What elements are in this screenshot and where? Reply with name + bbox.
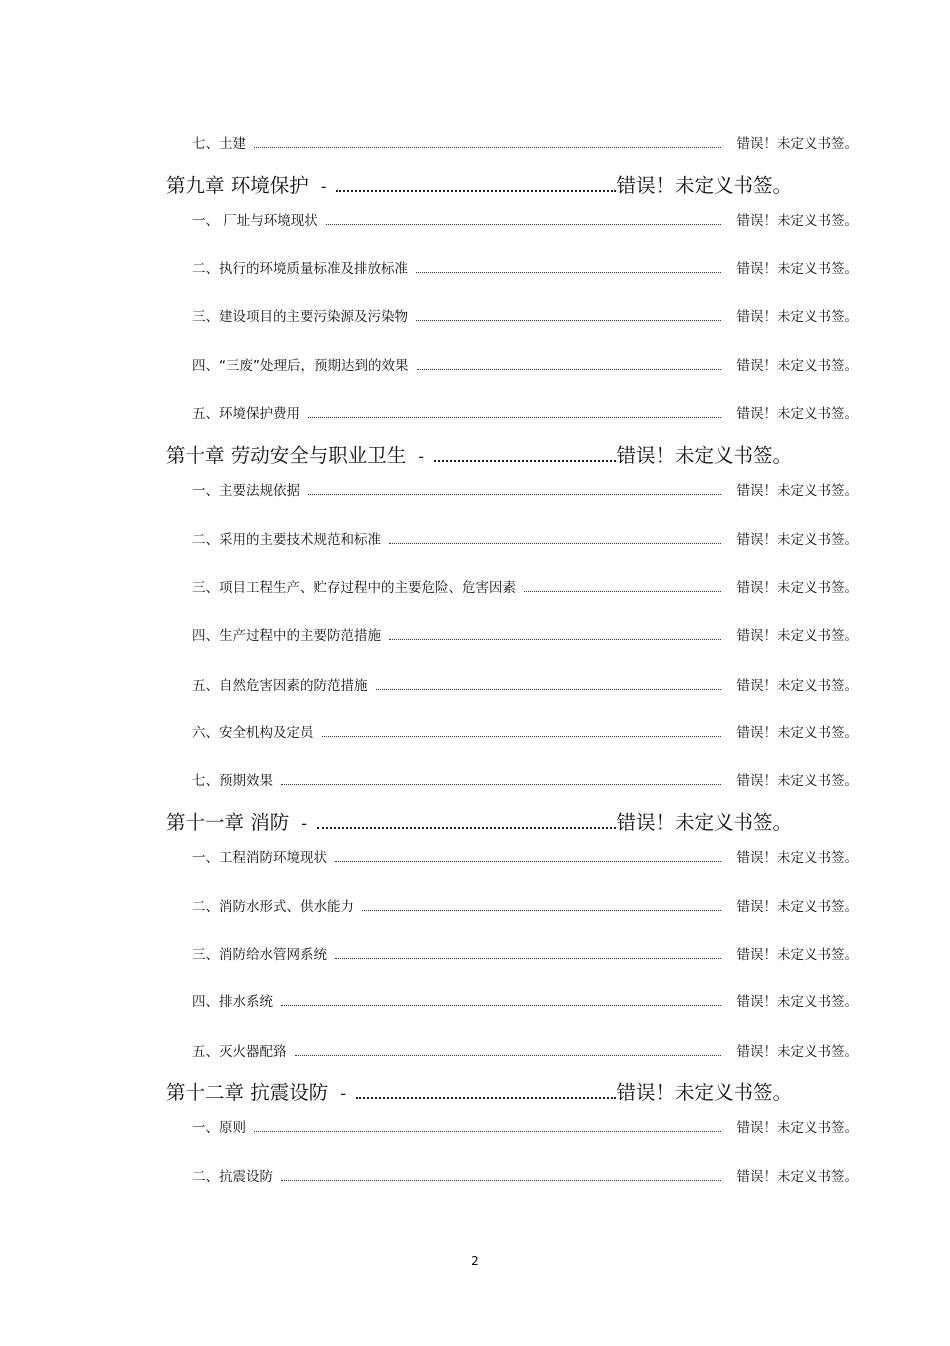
toc-entry-page-ref: 错误！未定义书签。 <box>736 309 858 325</box>
toc-chapter-title: 第十二章 抗震设防 <box>166 1081 329 1104</box>
leader-dash: - <box>418 447 424 466</box>
dot-leader <box>335 951 721 959</box>
toc-entry[interactable] <box>192 402 858 422</box>
toc-entry[interactable] <box>192 305 858 325</box>
toc-entry-page-ref: 错误！未定义书签。 <box>736 406 858 422</box>
toc-chapter-title: 第十章 劳动安全与职业卫生 <box>166 444 407 467</box>
toc-entry-page-ref: 错误！未定义书签。 <box>736 1169 858 1185</box>
toc-entry-title: 六、安全机构及定员 <box>192 725 314 741</box>
toc-entry-title: 一、主要法规依据 <box>192 483 300 499</box>
dot-leader <box>326 217 721 225</box>
toc-entry[interactable] <box>192 943 858 963</box>
toc-entry-page-ref: 错误！未定义书签。 <box>736 261 858 277</box>
toc-entry-title: 四、生产过程中的主要防范措施 <box>192 628 381 644</box>
dot-leader <box>416 265 721 273</box>
dot-leader <box>254 1124 721 1132</box>
dot-leader <box>281 1173 721 1181</box>
toc-entry[interactable] <box>192 674 858 694</box>
toc-entry[interactable] <box>192 354 858 374</box>
toc-entry-page-ref: 错误！未定义书签。 <box>736 628 858 644</box>
toc-entry-page-ref: 错误！未定义书签。 <box>736 213 858 229</box>
toc-chapter-title: 第十一章 消防 <box>166 811 290 834</box>
toc-entry-page-ref: 错误！未定义书签。 <box>736 580 858 596</box>
toc-entry-page-ref: 错误！未定义书签。 <box>736 994 858 1010</box>
toc-entry-title: 四、排水系统 <box>192 994 273 1010</box>
leader-dash: - <box>320 177 327 196</box>
toc-entry-page-ref: 错误！未定义书签。 <box>736 725 858 741</box>
toc-entry-title: 五、环境保护费用 <box>192 406 300 422</box>
toc-entry[interactable] <box>192 132 858 152</box>
toc-chapter-page-ref: 错误！未定义书签。 <box>616 811 792 834</box>
page-number: 2 <box>471 1254 479 1268</box>
toc-entry-title: 一、工程消防环境现状 <box>192 850 327 866</box>
toc-entry-page-ref: 错误！未定义书签。 <box>736 850 858 866</box>
dot-leader <box>335 854 721 862</box>
dot-leader <box>416 313 721 321</box>
toc-chapter-entry[interactable] <box>166 440 792 468</box>
leader-dash: - <box>301 814 307 833</box>
toc-entry-page-ref: 错误！未定义书签。 <box>736 358 858 374</box>
toc-entry-page-ref: 错误！未定义书签。 <box>736 947 858 963</box>
toc-entry-title: 五、自然危害因素的防范措施 <box>192 678 368 694</box>
toc-entry-title: 三、消防给水管网系统 <box>192 947 327 963</box>
toc-entry-title: 一、 厂址与环境现状 <box>192 213 318 229</box>
toc-entry-page-ref: 错误！未定义书签。 <box>736 773 858 789</box>
leader-dash: - <box>340 1084 346 1103</box>
dot-leader <box>389 632 721 640</box>
dot-leader <box>308 410 721 418</box>
toc-entry[interactable] <box>192 479 858 499</box>
dot-leader <box>281 777 721 785</box>
dot-leader <box>362 903 721 911</box>
toc-entry[interactable] <box>192 257 858 277</box>
toc-entry[interactable] <box>192 528 858 548</box>
toc-entry[interactable] <box>192 209 858 229</box>
dot-leader <box>281 998 721 1006</box>
toc-entry-title: 四、“三废”处理后，预期达到的效果 <box>192 358 409 374</box>
toc-entry[interactable] <box>192 990 858 1010</box>
toc-entry-page-ref: 错误！未定义书签。 <box>736 136 858 152</box>
dot-leader <box>356 1083 617 1099</box>
toc-entry-title: 二、执行的环境质量标准及排放标准 <box>192 261 408 277</box>
toc-entry[interactable] <box>192 769 858 789</box>
dot-leader <box>376 682 721 690</box>
toc-entry[interactable] <box>192 624 858 644</box>
toc-entry-title: 二、采用的主要技术规范和标准 <box>192 532 381 548</box>
toc-entry-title: 七、土建 <box>192 136 246 152</box>
toc-entry-page-ref: 错误！未定义书签。 <box>736 532 858 548</box>
toc-entry[interactable] <box>192 1040 858 1060</box>
toc-entry-title: 一、原则 <box>192 1120 246 1136</box>
toc-entry[interactable] <box>192 1165 858 1185</box>
toc-entry-title: 五、灭火器配臵 <box>192 1044 287 1060</box>
toc-chapter-title: 第九章 环境保护 <box>166 174 309 197</box>
dot-leader <box>295 1048 721 1056</box>
toc-entry[interactable] <box>192 576 858 596</box>
toc-chapter-page-ref: 错误！未定义书签。 <box>616 174 792 197</box>
dot-leader <box>308 487 721 495</box>
toc-entry-title: 二、消防水形式、供水能力 <box>192 899 354 915</box>
toc-chapter-entry[interactable] <box>166 1077 792 1105</box>
toc-chapter-entry[interactable] <box>166 807 792 835</box>
toc-entry-page-ref: 错误！未定义书签。 <box>736 1044 858 1060</box>
dot-leader <box>254 140 721 148</box>
toc-entry[interactable] <box>192 1116 858 1136</box>
toc-entry-title: 七、预期效果 <box>192 773 273 789</box>
toc-chapter-page-ref: 错误！未定义书签。 <box>616 444 792 467</box>
dot-leader <box>417 362 721 370</box>
toc-entry-title: 二、抗震设防 <box>192 1169 273 1185</box>
toc-entry[interactable] <box>192 721 858 741</box>
toc-chapter-page-ref: 错误！未定义书签。 <box>616 1081 792 1104</box>
toc-entry-title: 三、项目工程生产、贮存过程中的主要危险、危害因素 <box>192 580 516 596</box>
toc-entry-page-ref: 错误！未定义书签。 <box>736 483 858 499</box>
toc-entry-page-ref: 错误！未定义书签。 <box>736 899 858 915</box>
dot-leader <box>336 176 616 192</box>
dot-leader <box>317 813 617 829</box>
dot-leader <box>389 536 721 544</box>
toc-entry-page-ref: 错误！未定义书签。 <box>736 678 858 694</box>
toc-chapter-entry[interactable] <box>166 170 792 198</box>
toc-entry-title: 三、建设项目的主要污染源及污染物 <box>192 309 408 325</box>
dot-leader <box>524 584 721 592</box>
toc-entry[interactable] <box>192 846 858 866</box>
dot-leader <box>322 729 721 737</box>
toc-entry[interactable] <box>192 895 858 915</box>
toc-entry-page-ref: 错误！未定义书签。 <box>736 1120 858 1136</box>
dot-leader <box>434 446 617 462</box>
